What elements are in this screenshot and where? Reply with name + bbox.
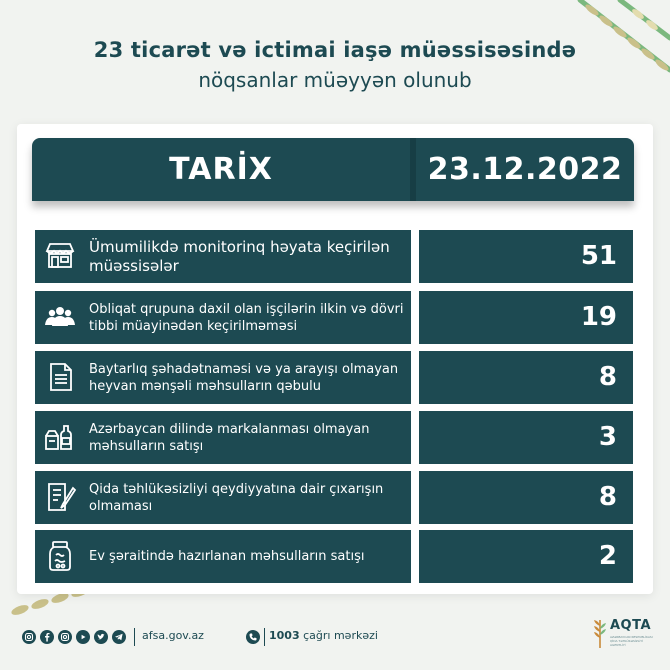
stat-label: Qida təhlükəsizliyi qeydiyyatına dair çıxarışın olmaması: [89, 481, 384, 514]
aqta-logo: [592, 614, 662, 654]
stat-value: 2: [419, 530, 633, 583]
logo-name: AQTA: [610, 618, 652, 633]
stat-value: 3: [419, 411, 633, 464]
date-label: TARİX: [169, 152, 273, 187]
stat-label: Ev şəraitində hazırlanan məhsulların satışı: [89, 549, 365, 564]
stat-label-box: [35, 411, 411, 464]
phone-number: 1003: [269, 629, 300, 642]
website-link[interactable]: afsa.gov.az: [142, 629, 204, 642]
facebook-icon[interactable]: [40, 630, 54, 644]
page-title: 23 ticarət və ictimai iaşə müəssisəsində: [93, 38, 577, 62]
logo-subtitle: AZƏRBAYCAN RESPUBLİKASI QİDA TƏHLÜKƏSİZLİYİ AGENTLİYİ: [610, 635, 653, 647]
stat-label: Azərbaycan dilində markalanması olmayan məhsulların satışı: [89, 421, 370, 454]
call-center: [269, 629, 378, 642]
stat-value: 51: [419, 230, 633, 283]
store-icon: [43, 239, 77, 273]
stat-label-box: [35, 291, 411, 344]
instagram-icon[interactable]: [58, 630, 72, 644]
twitter-icon[interactable]: [94, 630, 108, 644]
stat-value: 8: [419, 471, 633, 524]
phone-icon: [246, 630, 260, 644]
youtube-icon[interactable]: [76, 630, 90, 644]
stat-label: Ümumilikdə monitorinq həyata keçirilən müəssisələr: [89, 237, 390, 275]
stat-label-box: [35, 471, 411, 524]
stat-label: Baytarlıq şəhadətnaməsi və ya arayışı olmayan heyvan mənşəli məhsulların qəbulu: [89, 361, 399, 394]
footer-divider: [264, 628, 265, 646]
page-subtitle: nöqsanlar müəyyən olunub: [198, 68, 472, 92]
stat-label-box: [35, 530, 411, 583]
jar-icon: [43, 539, 77, 573]
grocery-icon: [43, 420, 77, 454]
stat-label-box: [35, 351, 411, 404]
document-icon: [43, 360, 77, 394]
stat-row: [35, 291, 633, 344]
telegram-icon[interactable]: [112, 630, 126, 644]
header: [0, 38, 670, 92]
stat-label-box: [35, 230, 411, 283]
phone-label: çağrı mərkəzi: [303, 629, 378, 642]
stat-value: 19: [419, 291, 633, 344]
stat-row: [35, 411, 633, 464]
stat-row: [35, 230, 633, 283]
wheat-logo-icon: [592, 616, 608, 650]
date-value: 23.12.2022: [427, 152, 623, 187]
date-bar: [32, 138, 634, 201]
instagram-icon[interactable]: [22, 630, 36, 644]
stat-row: [35, 530, 633, 583]
stat-row: [35, 471, 633, 524]
footer-divider: [134, 628, 135, 646]
stat-value: 8: [419, 351, 633, 404]
form-pen-icon: [43, 480, 77, 514]
stat-row: [35, 351, 633, 404]
stat-label: Obliqat qrupuna daxil olan işçilərin ilkin və dövri tibbi müayinədən keçirilməməsi: [89, 301, 404, 334]
group-icon: [43, 300, 77, 334]
footer: [0, 618, 670, 658]
